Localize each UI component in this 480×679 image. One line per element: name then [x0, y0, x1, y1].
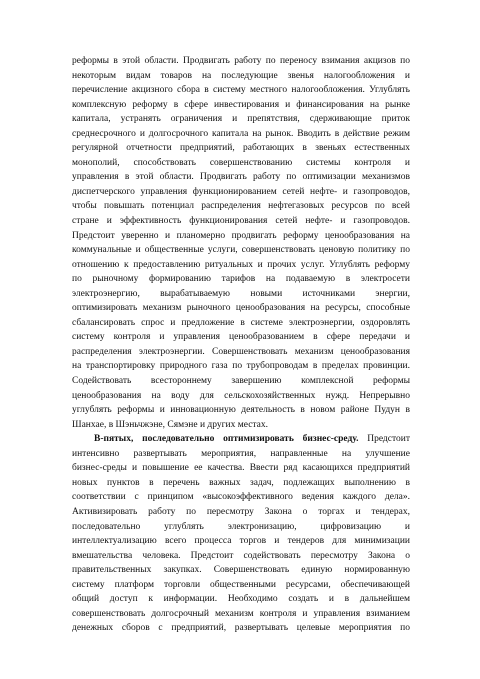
text-line: денежных сборов с предприятий, развертывать целевые мероприятия по: [72, 623, 410, 634]
text-line: по рыночному формированию тарифов на подаваемую в электросети: [72, 274, 410, 285]
paragraph-1: [72, 54, 410, 432]
text-line: монополий, способствовать совершенствованию системы контроля и: [72, 157, 410, 168]
text-line: сбалансировать спрос и предложение в системе электроэнергии, оздоровлять: [72, 317, 410, 328]
text-line: Шанхае, в Шэньчжэне, Сямэне и других местах.: [72, 419, 269, 430]
paragraph-2-heading: В-пятых, последовательно оптимизировать бизнес-среду.: [94, 434, 359, 445]
text-line: Предстоит уверенно и планомерно продвигать реформу ценообразования на: [72, 230, 410, 241]
text-line: общий доступ к информации. Необходимо создать и в дальнейшем: [72, 594, 410, 605]
text-line: коммунальные и общественные услуги, совершенствовать ценовую политику по: [72, 245, 410, 256]
text-line: на транспортировку природного газа по трубопроводам в пределах провинции.: [72, 361, 410, 372]
paragraph-2-first-line-rest: Предстоит: [358, 434, 410, 445]
text-line: диспетчерского управления функционированием сетей нефте- и газопроводов,: [72, 186, 410, 197]
text-line: регулярной отчетности предприятий, работающих в звеньях естественных: [72, 143, 410, 154]
text-line: Активизировать работу по пересмотру Закона о торгах и тендерах,: [72, 506, 410, 517]
paragraph-2: [72, 432, 410, 636]
text-line: бизнес-среды и повышение ее качества. Ввести ряд касающихся предприятий: [72, 463, 410, 474]
text-line: отношению к предоставлению ритуальных и прочих услуг. Углублять реформу: [72, 259, 410, 270]
paragraph-2-first-line: [72, 432, 410, 447]
text-line: реформы в этой области. Продвигать работу по переносу взимания акцизов по: [72, 56, 410, 66]
document-body: [72, 54, 410, 636]
text-line: стране и эффективность функционирования сетей нефте- и газопроводов.: [72, 216, 410, 227]
text-line: распределения электроэнергии. Совершенствовать механизм ценообразования: [72, 346, 410, 357]
text-line: соответствии с принципом «высокоэффективного ведения каждого дела».: [72, 492, 410, 503]
text-line: правительственных закупках. Совершенствовать единую нормированную: [72, 565, 410, 576]
text-line: некоторым видам товаров на последующие звенья налогообложения и: [72, 70, 410, 81]
text-line: углублять реформы и инновационную деятельность в новом районе Пудун в: [72, 405, 410, 416]
text-line: электроэнергию, вырабатываемую новыми источниками энергии,: [72, 288, 410, 299]
text-line: интенсивно развертывать мероприятия, направленные на улучшение: [72, 448, 410, 459]
text-line: систему платформ торговли общественными ресурсами, обеспечивающей: [72, 579, 410, 590]
text-line: перечисление акцизного сбора в систему местного налогообложения. Углублять: [72, 85, 410, 96]
text-line: среднесрочного и долгосрочного капитала на рынок. Вводить в действие режим: [72, 128, 410, 139]
text-line: новых пунктов в перечень важных задач, подлежащих выполнению в: [72, 477, 410, 488]
text-line: ценообразования на воду для сельскохозяйственных нужд. Непрерывно: [72, 390, 410, 401]
text-line: капитала, устранять ограничения и препятствия, сдерживающие приток: [72, 114, 410, 125]
text-line: систему контроля и управления ценообразованием в сфере передачи и: [72, 332, 410, 343]
text-line: интеллектуализацию всего процесса торгов и тендеров для минимизации: [72, 536, 410, 547]
text-line: оптимизировать механизм рыночного ценообразования на ресурсы, способные: [72, 303, 410, 314]
text-line: чтобы повышать потенциал распределения нефтегазовых ресурсов по всей: [72, 201, 410, 212]
text-line: комплексную реформу в сфере инвестирования и финансирования на рынке: [72, 99, 410, 110]
text-line: совершенствовать долгосрочный механизм контроля и управления взиманием: [72, 608, 410, 619]
text-line: Содействовать всестороннему завершению комплексной реформы: [72, 376, 410, 387]
text-line: последовательно углублять электронизацию, цифровизацию и: [72, 521, 410, 532]
text-line: управления в этой области. Продвигать работу по оптимизации механизмов: [72, 172, 410, 183]
text-line: вмешательства человека. Предстоит содействовать пересмотру Закона о: [72, 550, 410, 561]
